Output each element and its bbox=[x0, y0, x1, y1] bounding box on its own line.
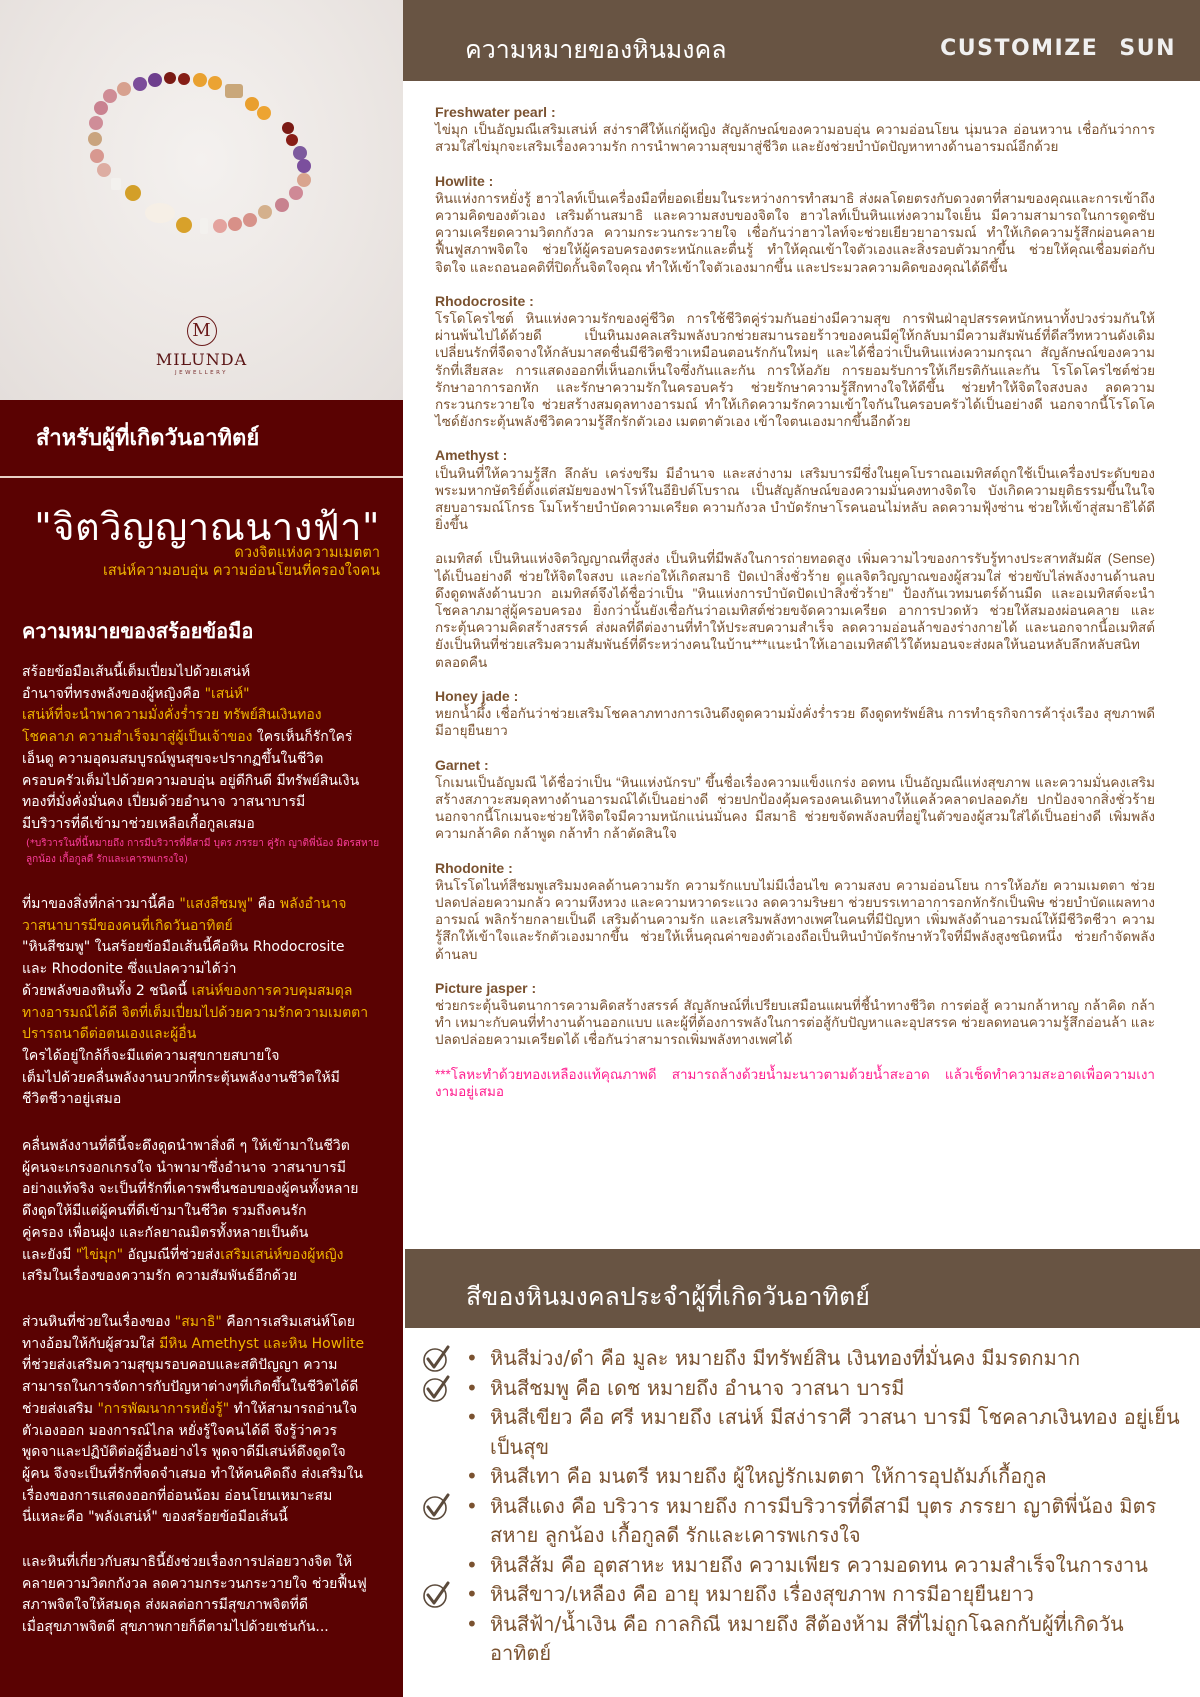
text-line: เต็มไปด้วยคลื่นพลังงานบวกที่กระตุ้นพลังงานชีวิตให้มี bbox=[22, 1069, 340, 1086]
color-item-text: หินสีส้ม คือ อุตสาหะ หมายถึง ความเพียร ความอดทน ความสำเร็จในการงาน bbox=[490, 1552, 1148, 1577]
stone-description: หินแห่งการหยั่งรู้ ฮาวไลท์เป็นเครื่องมือที่ยอดเยี่ยมในระหว่างการทำสมาธิ ส่งผลโดยตรงกับดวงตาที่สามของคุณและการเข้าถึงความคิดของตัวเอง เสริมด้านสมาธิ และความสงบของจิตใจ ฮาวไลท์เป็นหินแห่งความใจเย็น มีความสามารถในการดูดซับความเครียดความวิตกกังวล ความกระวนกระวายใจ เชื่อกันว่าฮาวไลท์จะช่วยเยียวยาอารมณ์ ทำให้เกิดความรู้สึกผ่อนคลายฟื้นฟูสภาพจิตใจ ช่วยให้ผู้ครอบครองตระหนักและตื่นรู้ ทำให้คุณเข้าใจตัวเองและสิ่งรอบตัวมากขึ้น ช่วยให้คุณเชื่อมต่อกับจิตใจ และถอนอคติที่ปิดกั้นจิตใจคุณ ทำให้เข้าใจตัวเองมากขึ้น และประมวลความคิดของคุณได้ดีขึ้น bbox=[435, 190, 1155, 275]
text-line: ใครได้อยู่ใกล้ก็จะมีแต่ความสุขกายสบายใจ bbox=[22, 1047, 280, 1064]
brand-name: MILUNDA bbox=[155, 350, 248, 369]
left-column bbox=[0, 0, 403, 1697]
color-item-blue bbox=[460, 1610, 1180, 1669]
lucky-colors-list bbox=[460, 1344, 1180, 1669]
stone-name: Rhodocrosite : bbox=[435, 292, 534, 309]
stone-rhodonite bbox=[435, 860, 1155, 963]
birthday-heading: สำหรับผู้ที่เกิดวันอาทิตย์ bbox=[36, 426, 260, 451]
stone-description: หินโรโดไนท์สีชมพูเสริมมงคลด้านความรัก ความรักแบบไม่มีเงื่อนไข ความสงบ ความอ่อนโยน การให้อภัย ความเมตตา ช่วยปลดปล่อยความกลัว ความหึงหวง และความหวาดระแวง ลดความริษยา ช่วยบรรเทาอาการอกหักรักเป็นพิษ ช่วยบำบัดแผลทางอารมณ์ พลิกร้ายกลายเป็นดี เสริมด้านความรัก และเสริมพลังทางเพศในคนที่มีปัญหา เพิ่มพลังด้านอารมณ์ให้มีชีวิตชีวา ความรู้สึกให้เข้าใจและรักตัวเองมากขึ้น ช่วยให้เห็นคุณค่าของตัวเองถือเป็นหินบำบัดรักษาหัวใจที่มีพลังสูงชนิดหนึ่ง ช่วยกำจัดพลังด้านลบ bbox=[435, 877, 1155, 962]
product-photo bbox=[0, 0, 403, 400]
color-item-text: หินสีขาว/เหลือง คือ อายุ หมายถึง เรื่องสุขภาพ การมีอายุยืนยาว bbox=[490, 1582, 1034, 1606]
color-item-red bbox=[460, 1492, 1180, 1551]
spirit-subtitle-line-2: เสน่ห์ความอบอุ่น ความอ่อนโยนที่ครองใจคน bbox=[102, 563, 380, 579]
bracelet-paragraph-5 bbox=[22, 1552, 392, 1639]
text-line: และยังมี "ไข่มุก" อัญมณีที่ช่วยส่งเสริมเสน่ห์ของผู้หญิง bbox=[22, 1246, 344, 1263]
text-line: และหินที่เกี่ยวกับสมาธินี้ยังช่วยเรื่องการปล่อยวางจิต ให้ bbox=[22, 1554, 353, 1570]
text-line: ตัวเองออก มองการณ์ไกล หยั่งรู้ใจคนได้ดี จึงรู้ว่าควร bbox=[22, 1422, 338, 1439]
color-item-orange bbox=[460, 1551, 1180, 1581]
color-item-text: หินสีแดง คือ บริวาร หมายถึง การมีบริวารที่ดีสามี บุตร ภรรยา ญาติพี่น้อง มิตรสหาย ลูกน้อง เกื้อกูลดี รักและเคารพเกรงใจ bbox=[490, 1493, 1157, 1547]
text-line: ผู้คนจะเกรงอกเกรงใจ นำพามาซึ่งอำนาจ วาสนาบารมี bbox=[22, 1159, 346, 1176]
divider bbox=[0, 476, 403, 478]
stone-howlite bbox=[435, 173, 1155, 276]
text-line: มีบริวารที่ดีเข้ามาช่วยเหลือเกื้อกูลเสมอ bbox=[22, 815, 255, 832]
text-line: ช่วยส่งเสริม "การพัฒนาการหยั่งรู้" ทำให้สามารถอ่านใจ bbox=[22, 1400, 358, 1417]
color-item-pink bbox=[460, 1374, 1180, 1404]
text-line: ด้วยพลังของหินทั้ง 2 ชนิดนี้ เสน่ห์ของการควบคุมสมดุล bbox=[22, 982, 353, 999]
bullet: • bbox=[466, 1552, 478, 1577]
stone-description: อเมทิสต์ เป็นหินแห่งจิตวิญญาณที่สูงส่ง เป็นหินที่มีพลังในการถ่ายทอดสูง เพิ่มความไวของการรับรู้ทางประสาทสัมผัส (Sense) ได้เป็นอย่างดี ช่วยให้จิตใจสงบ และก่อให้เกิดสมาธิ ปัดเป่าสิ่งชั่วร้าย ดูแลจิตวิญญาณของผู้สวมใส่ ช่วยขับไล่พลังงานด้านลบ ดึงดูดพลังด้านบวก อเมทิสต์จึงได้ชื่อว่าเป็น "หินแห่งการบำบัดปัดเป่าสิ่งชั่วร้าย" ป้องกันเวทมนตร์ด้านมืด และอเมทิสต์จะนำโชคลาภมาสู่ผู้ครอบครอง ยิ่งกว่านั้นยังเชื่อกันว่าอเมทิสต์ช่วยขจัดความเครียด อาการปวดหัว ช่วยให้สมองผ่อนคลาย และกระตุ้นความคิดสร้างสรรค์ ส่งผลที่ดีต่องานที่ทำให้ประสบความสำเร็จ ลดความอ่อนล้าของร่างกายได้ และนอกจากนี้อเมทิสต์ยังเป็นหินที่ช่วยเสริมความสัมพันธ์ที่ดีระหว่างคนในบ้าน***แนะนำให้เอาอเมทิสต์ไว้ใต้หมอนจะส่งผลให้นอนหลับลึกหลับสนิทตลอดคืน bbox=[435, 551, 1155, 670]
text-line: ส่วนหินที่ช่วยในเรื่องของ "สมาธิ" คือการเสริมเสน่ห์โดย bbox=[22, 1314, 355, 1330]
stone-description: เป็นหินที่ให้ความรู้สึก ลึกลับ เคร่งขรึม มีอำนาจ และสง่างาม เสริมบารมีซึ่งในยุคโบราณอเมทิสต์ถูกใช้เป็นเครื่องประดับของพระมหากษัตริย์ตั้งแต่สมัยของฟาโรห์ในอียิปต์โบราณ เป็นสัญลักษณ์ของความมั่นคงทางจิตใจ บังเกิดความยุติธรรมขึ้นในใจ สยบอารมณ์โกรธ โมโหร้ายบำบัดความเครียด ความกังวล บำบัดรักษาโรคนอนไม่หลับ ลดความฟุ้งซ่าน ช่วยให้เข้าสู่สมาธิได้ดียิ่งขึ้น bbox=[435, 465, 1155, 533]
stone-honey-jade bbox=[435, 688, 1155, 740]
text-line: ทองที่มั่งคั่งมั่นคง เปี่ยมด้วยอำนาจ วาสนาบารมี bbox=[22, 794, 306, 811]
text-line: ชีวิตชีวาอยู่เสมอ bbox=[22, 1091, 122, 1108]
color-item-purple-black bbox=[460, 1344, 1180, 1374]
stone-description: ช่วยกระตุ้นจินตนาการความคิดสร้างสรรค์ สัญลักษณ์ที่เปรียบเสมือนแผนที่ชี้นำทางชีวิต การต่อสู้ ความกล้าหาญ กล้าคิด กล้าทำ เหมาะกับคนที่ทำงานด้านออกแบบ และผู้ที่ต้องการพลังในการต่อสู้กับปัญหาและอุปสรรค ช่วยลดทอนความรู้สึกอ่อนล้า และปลดปล่อยความเครียดได้ เชื่อกันว่าสามารถเพิ่มพลังทางเพศได้ bbox=[435, 997, 1155, 1048]
stone-freshwater-pearl bbox=[435, 104, 1155, 156]
color-item-text: หินสีม่วง/ดำ คือ มูละ หมายถึง มีทรัพย์สิน เงินทองที่มั่นคง มีมรดกมาก bbox=[490, 1346, 1081, 1370]
text-line: ครอบครัวเต็มไปด้วยความอบอุ่น อยู่ดีกินดี มีทรัพย์สินเงิน bbox=[22, 772, 360, 789]
retinue-note: (*บริวารในที่นี้หมายถึง การมีบริวารที่ดีสามี บุตร ภรรยา คู่รัก ญาติพี่น้อง มิตรสหาย ลูกน้อง เกื้อกูลดี รักและเคารพเกรงใจ) bbox=[26, 837, 380, 865]
text-line: พูดจาและปฏิบัติต่อผู้อื่นอย่างไร พูดจาดีมีเสน่ห์ดึงดูดใจ bbox=[22, 1444, 346, 1461]
text-line: ที่ช่วยส่งเสริมความสุขุมรอบคอบและสติปัญญา ความ bbox=[22, 1357, 338, 1374]
color-item-text: หินสีชมพู คือ เดช หมายถึง อำนาจ วาสนา บารมี bbox=[490, 1375, 905, 1400]
color-item-text: หินสีเทา คือ มนตรี หมายถึง ผู้ใหญ่รักเมตตา ให้การอุปถัมภ์เกื้อกูล bbox=[490, 1464, 1047, 1488]
text-line: นี่แหละคือ "พลังเสน่ห์" ของสร้อยข้อมือเส้นนี้ bbox=[22, 1509, 288, 1526]
text-line: คลายความวิตกกังวล ลดความกระวนกระวายใจ ช่วยฟื้นฟู bbox=[22, 1575, 367, 1592]
text-line: เสริมในเรื่องของความรัก ความสัมพันธ์อีกด้วย bbox=[22, 1268, 298, 1285]
bracelet-paragraph-2 bbox=[22, 894, 392, 1111]
header-title: ความหมายของหินมงคล bbox=[465, 35, 727, 64]
text-line: ปรารถนาดีต่อตนเองและผู้อื่น bbox=[22, 1026, 197, 1043]
text-line: สามารถในการจัดการกับปัญหาต่างๆที่เกิดขึ้นในชีวิตได้ดี bbox=[22, 1379, 359, 1396]
stone-rhodocrosite bbox=[435, 293, 1155, 431]
text-line: อำนาจที่ทรงพลังของผู้หญิงคือ "เสน่ห์" bbox=[22, 685, 250, 702]
stone-name: Honey jade : bbox=[435, 687, 519, 704]
text-line: ดึงดูดให้มีแต่ผู้คนที่ดีเข้ามาในชีวิต รวมถึงคนรัก bbox=[22, 1203, 307, 1220]
checkmark-icon bbox=[422, 1345, 450, 1373]
checkmark-icon bbox=[422, 1581, 450, 1609]
text-line: คู่ครอง เพื่อนฝูง และกัลยาณมิตรทั้งหลายเป็นต้น bbox=[22, 1224, 309, 1241]
collection-label: CUSTOMIZE SUN bbox=[940, 36, 1176, 61]
stone-description: โรโดโครไซต์ หินแห่งความรักของคู่ชีวิต การใช้ชีวิตคู่ร่วมกันอย่างมีความสุข การฟันฝ่าอุปสรรคหนักหนาทั้งปวงร่วมกันให้ผ่านพ้นไปได้ด้วยดี เป็นหินมงคลเสริมพลังบวกช่วยสมานรอยร้าวของคนมีคู่ให้กลับมามีความสัมพันธ์ที่ดีสวีทหวานดังเดิม เปลี่ยนรักที่จืดจางให้กลับมาสดชื่นมีชีวิตชีวาเหมือนตอนรักกันใหม่ๆ และได้ชื่อว่าเป็นหินแห่งความกรุณา สัญลักษณ์ของความรักที่เสียสละ การแสดงออกที่เห็นอกเห็นใจซึ่งกันและกัน การให้อภัย การยอมรับการให้เกียรติกันและกัน โรโดโครไซต์ช่วยรักษาอาการอกหัก และรักษาความรักในครอบครัว ช่วยรักษาความรู้สึกทางใจให้ดีขึ้น ช่วยทำให้จิตใจสงบลง ลดความกระวนกระวายใจ ช่วยสร้างสมดุลทางอารมณ์ ทำให้เกิดความรักความเข้าใจกันในครอบครัวได้เป็นอย่างดี นอกจากนี้โรโดโคไซด์ยังกระตุ้นพลังชีวิตความรู้สึกรักตัวเอง เมตตาตัวเอง เข้าใจตนเองมากขึ้นอีกด้วย bbox=[435, 311, 1155, 430]
stone-description: ไข่มุก เป็นอัญมณีเสริมเสน่ห์ สง่าราศีให้แก่ผู้หญิง สัญลักษณ์ของความอบอุ่น ความอ่อนโยน นุ่มนวล อ่อนหวาน เชื่อกันว่าการสวมใส่ไข่มุกจะเสริมเรื่องความรัก การนำพาความสุขมาสู่ชีวิต และยังช่วยบำบัดปัญหาทางด้านอารมณ์อีกด้วย bbox=[435, 122, 1155, 155]
text-line: สภาพจิตใจให้สมดุล ส่งผลต่อการมีสุขภาพจิตที่ดี bbox=[22, 1597, 308, 1614]
text-line: อย่างแท้จริง จะเป็นที่รักที่เคารพชื่นชอบของผู้คนทั้งหลาย bbox=[22, 1181, 359, 1198]
bullet: • bbox=[466, 1582, 478, 1606]
stone-name: Rhodonite : bbox=[435, 859, 513, 876]
colors-section-title: สีของหินมงคลประจำผู้ที่เกิดวันอาทิตย์ bbox=[466, 1282, 870, 1311]
care-note: ***โลหะทำด้วยทองเหลืองแท้คุณภาพดี สามารถล้างด้วยน้ำมะนาวตามด้วยน้ำสะอาด แล้วเช็ดทำความสะอาดเพื่อความเงางามอยู่เสมอ bbox=[435, 1066, 1155, 1099]
stone-description: โกเมนเป็นอัญมณี ได้ชื่อว่าเป็น “หินแห่งนักรบ” ขึ้นชื่อเรื่องความแข็งแกร่ง อดทน เป็นอัญมณีแห่งสุขภาพ และความมั่นคงเสริมสร้างสภาวะสมดุลทางด้านอารมณ์ได้เป็นอย่างดี ช่วยปกป้องคุ้มครองคนเดินทางให้แคล้วคลาดปลอดภัย ปกป้องจากสิ่งชั่วร้าย นอกจากนี้โกเมนจะช่วยให้จิตใจมีความหนักแน่นมั่นคง มีสมาธิ ช่วยขจัดพลังลบที่อยู่ในตัวของผู้สวมใส่ได้เป็นอย่างดี เพิ่มพลังความกล้าคิด กล้าพูด กล้าทำ กล้าตัดสินใจ bbox=[435, 774, 1155, 842]
brand-subtitle: JEWELLERY bbox=[175, 370, 228, 376]
text-line: เสน่ห์ที่จะนำพาความมั่งคั่งร่ำรวย ทรัพย์สินเงินทอง bbox=[22, 707, 322, 724]
stone-name: Picture jasper : bbox=[435, 979, 537, 996]
stone-garnet bbox=[435, 757, 1155, 843]
bracelet-paragraph-4 bbox=[22, 1312, 392, 1529]
stone-picture-jasper bbox=[435, 980, 1155, 1049]
stone-amethyst bbox=[435, 447, 1155, 670]
text-line: เอ็นดู ความอุดมสมบูรณ์พูนสุขจะปรากฏขึ้นในชีวิต bbox=[22, 750, 324, 767]
text-line: คลื่นพลังงานที่ดีนี้จะดึงดูดนำพาสิ่งดี ๆ ให้เข้ามาในชีวิต bbox=[22, 1138, 350, 1154]
stone-name: Freshwater pearl : bbox=[435, 104, 556, 120]
stone-description: หยกน้ำผึ้ง เชื่อกันว่าช่วยเสริมโชคลาภทางการเงินดึงดูดความมั่งคั่งร่ำรวย ดึงดูดทรัพย์สิน การทำธุรกิจการค้ารุ่งเรือง สุขภาพดี มีอายุยืนยาว bbox=[435, 706, 1155, 739]
text-line: และ Rhodonite ซึ่งแปลความได้ว่า bbox=[22, 961, 237, 978]
color-item-text: หินสีฟ้า/น้ำเงิน คือ กาลกิณี หมายถึง สีต้องห้าม สีที่ไม่ถูกโฉลกกับผู้ที่เกิดวันอาทิตย์ bbox=[490, 1611, 1124, 1665]
bullet: • bbox=[466, 1346, 478, 1370]
spirit-title: "จิตวิญญาณนางฟ้า" bbox=[34, 505, 380, 549]
bullet: • bbox=[466, 1493, 478, 1518]
logo-mark-icon: M bbox=[187, 316, 217, 346]
stone-descriptions bbox=[435, 104, 1155, 1100]
text-line: ทางอ้อมให้กับผู้สวมใส่ มีหิน Amethyst และหิน Howlite bbox=[22, 1335, 365, 1352]
bullet: • bbox=[466, 1464, 478, 1488]
stone-name: Garnet : bbox=[435, 756, 489, 773]
bracelet-paragraph-3 bbox=[22, 1136, 392, 1288]
text-line: ผู้คน จึงจะเป็นที่รักที่จดจำเสมอ ทำให้คนคิดถึง ส่งเสริมใน bbox=[22, 1465, 363, 1482]
text-line: ทางอารมณ์ได้ดี จิตที่เต็มเปี่ยมไปด้วยความรักความเมตตา bbox=[22, 1004, 369, 1021]
text-line: "หินสีชมพู" ในสร้อยข้อมือเส้นนี้คือหิน Rhodocrosite bbox=[22, 939, 345, 956]
color-item-text: หินสีเขียว คือ ศรี หมายถึง เสน่ห์ มีสง่าราศี วาสนา บารมี โชคลาภเงินทอง อยู่เย็นเป็นสุข bbox=[490, 1405, 1180, 1459]
color-item-white-yellow bbox=[460, 1580, 1180, 1610]
bullet: • bbox=[466, 1611, 478, 1636]
text-line: สร้อยข้อมือเส้นนี้เต็มเปี่ยมไปด้วยเสน่ห์ bbox=[22, 664, 251, 680]
text-line: เรื่องของการแสดงออกที่อ่อนน้อม อ่อนโยนเหมาะสม bbox=[22, 1487, 333, 1504]
bullet: • bbox=[466, 1375, 478, 1400]
color-item-gray bbox=[460, 1462, 1180, 1492]
color-item-green bbox=[460, 1403, 1180, 1462]
text-line: เมื่อสุขภาพจิตดี สุขภาพกายก็ดีตามไปด้วยเช่นกัน... bbox=[22, 1619, 329, 1636]
spirit-subtitle-line-1: ดวงจิตแห่งความเมตตา bbox=[234, 545, 380, 561]
checkmark-icon bbox=[422, 1375, 450, 1403]
checkmark-icon bbox=[422, 1493, 450, 1521]
brand-logo bbox=[0, 316, 403, 376]
text-line: ที่มาของสิ่งที่กล่าวมานี้คือ "แสงสีชมพู" คือ พลังอำนาจ bbox=[22, 896, 347, 912]
text-line: วาสนาบารมีของคนที่เกิดวันอาทิตย์ bbox=[22, 917, 233, 934]
spirit-subtitle bbox=[0, 544, 380, 580]
bracelet-paragraph-1 bbox=[22, 662, 392, 868]
stone-name: Howlite : bbox=[435, 172, 494, 189]
bracelet-meaning-heading: ความหมายของสร้อยข้อมือ bbox=[22, 619, 254, 643]
bullet: • bbox=[466, 1405, 478, 1429]
stone-name: Amethyst : bbox=[435, 447, 508, 464]
text-line: โชคลาภ ความสำเร็จมาสู่ผู้เป็นเจ้าของ ใครเห็นก็รักใคร่ bbox=[22, 729, 353, 746]
